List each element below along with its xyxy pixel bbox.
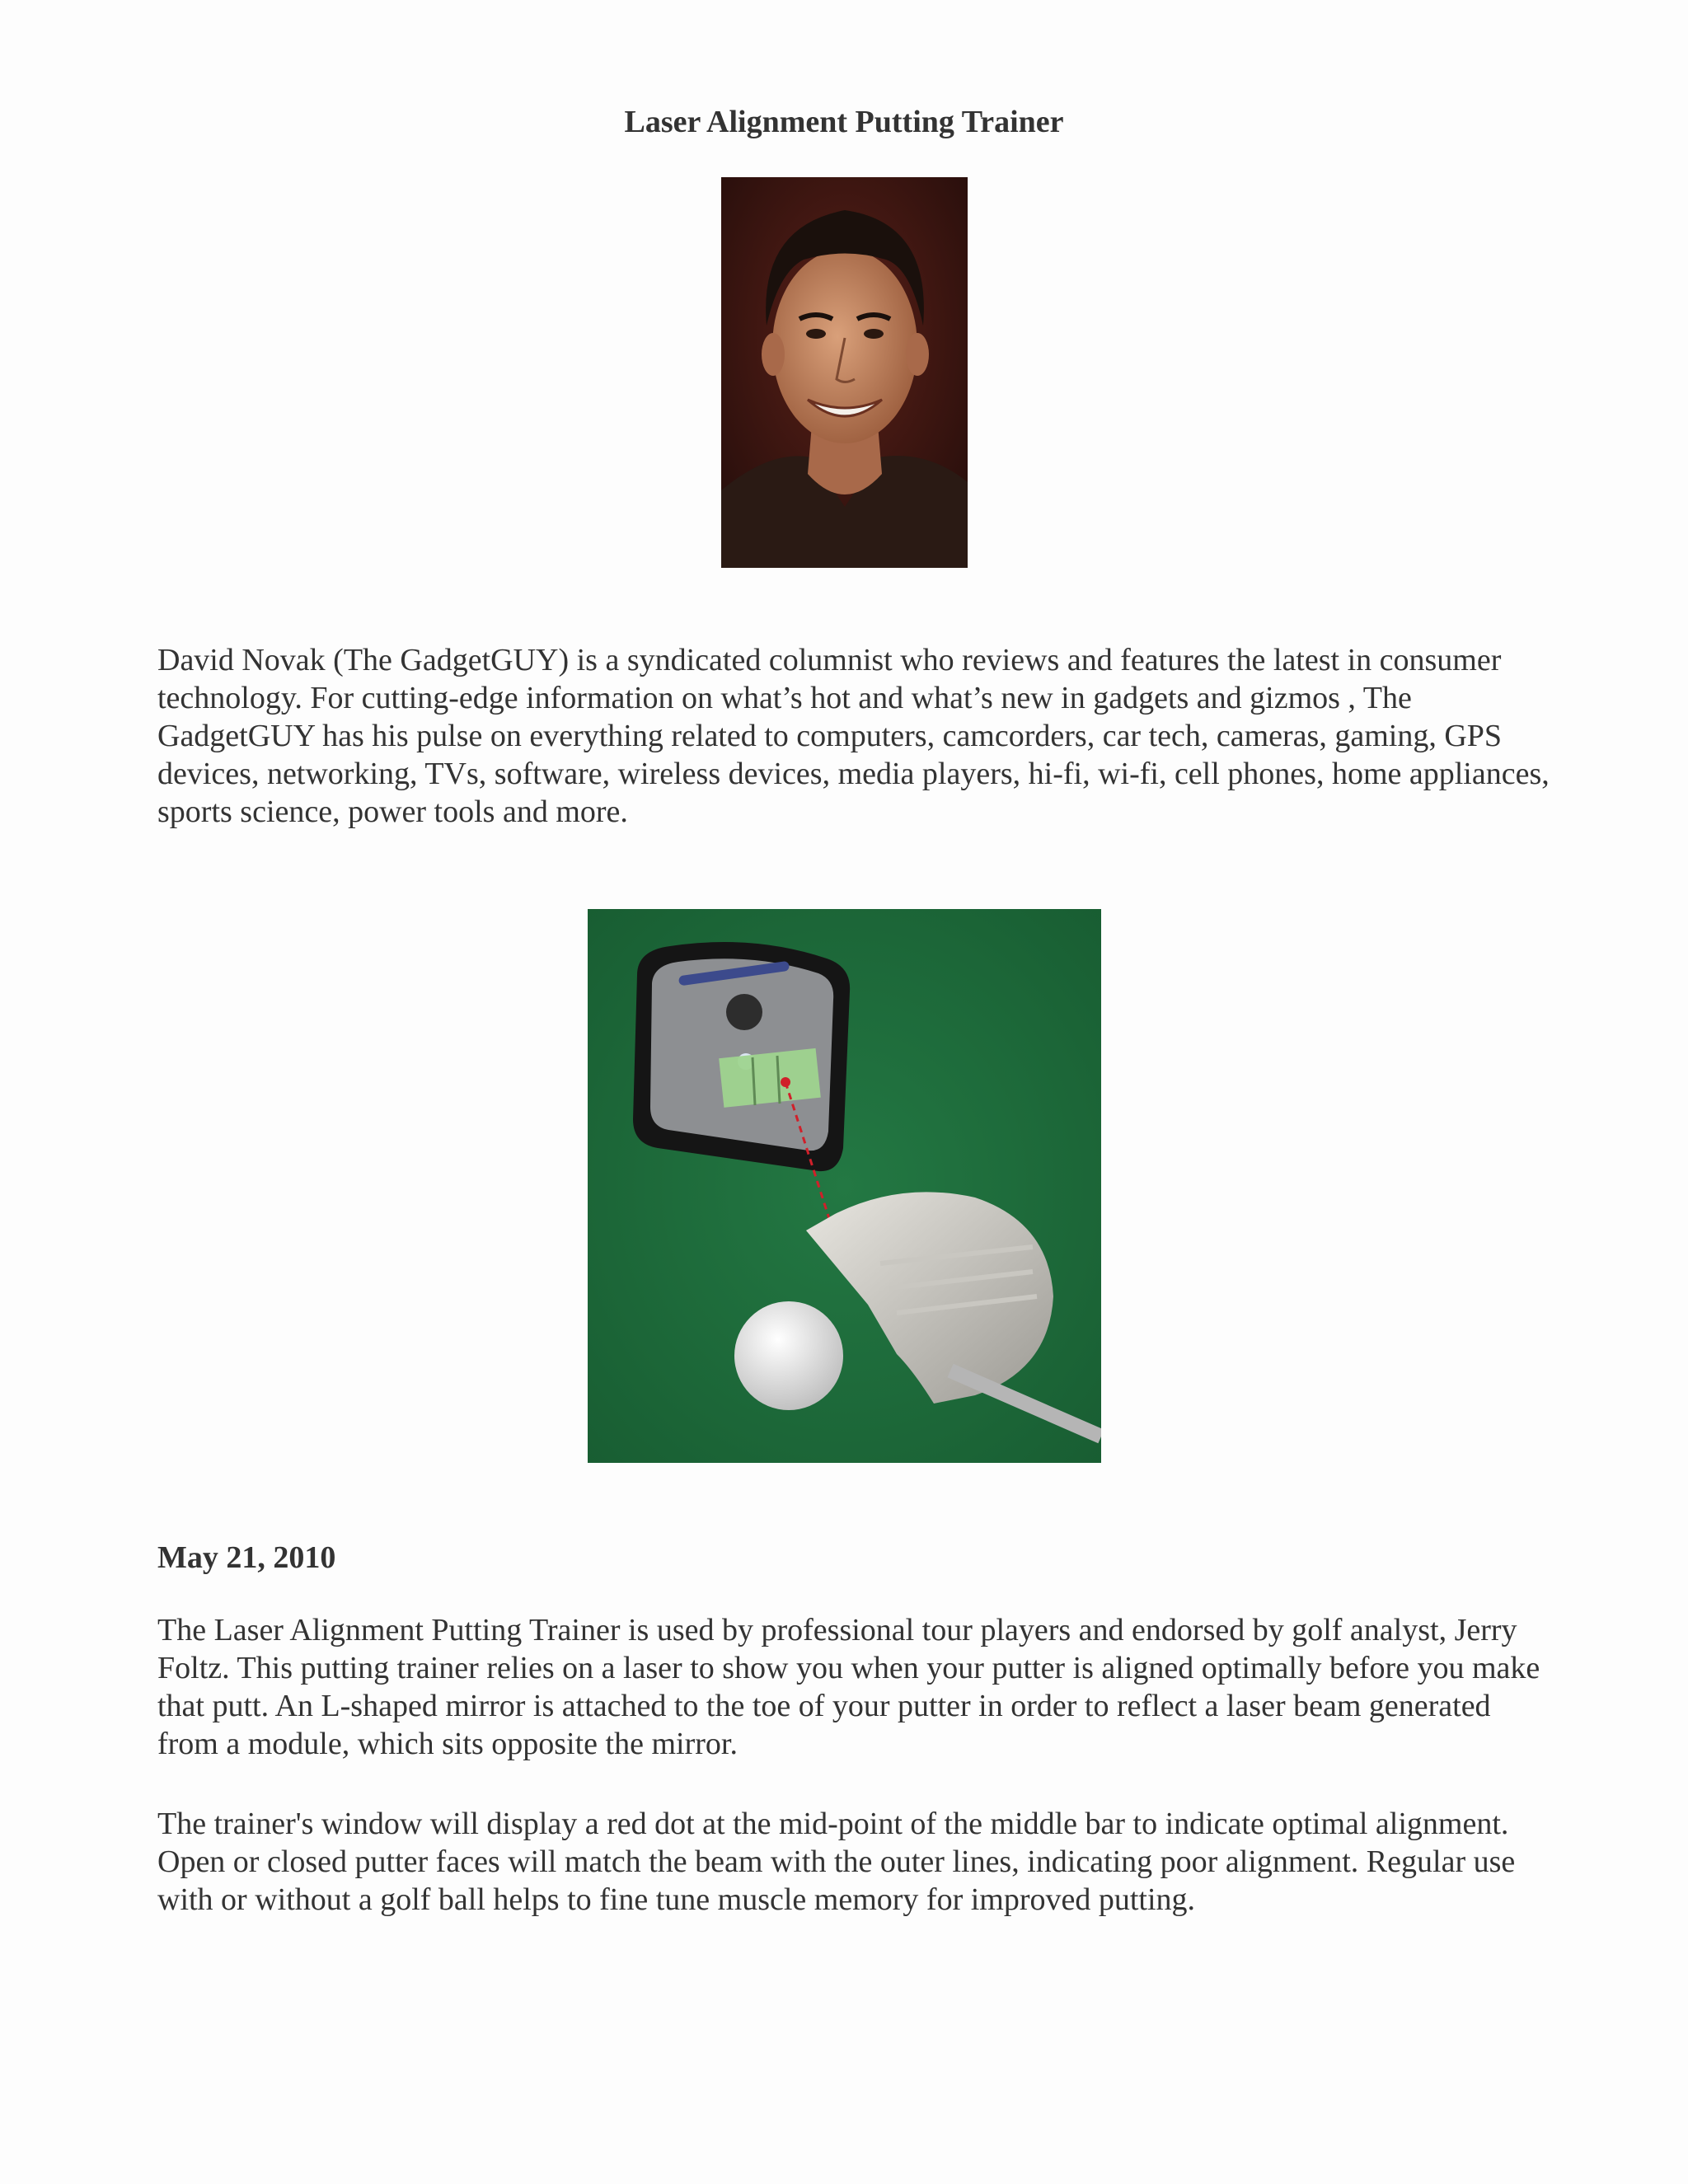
author-bio: David Novak (The GadgetGUY) is a syndicated columnist who reviews and features the latest in consumer technology. For cutting-edge information on what’s hot and what’s new in gadgets and gizmos , The GadgetGUY has his pulse on everything related to computers, camcorders, car tech, cameras, gaming, GPS devices, networking, TVs, software, wireless devices, media players, hi-fi, wi-fi, cell phones, home appliances, sports science, power tools and more. bbox=[157, 643, 1550, 829]
body-paragraph-1: The Laser Alignment Putting Trainer is used by professional tour players and endorsed by golf analyst, Jerry Foltz. This putting trainer relies on a laser to show you when your putter is aligned optimally before you make that putt. An L-shaped mirror is attached to the toe of your putter in order to reflect a laser beam generated from a module, which sits opposite the mirror. bbox=[157, 1613, 1540, 1761]
product-photo bbox=[588, 909, 1101, 1463]
author-photo bbox=[721, 177, 968, 568]
article-title: Laser Alignment Putting Trainer bbox=[624, 105, 1064, 139]
body-paragraph-2: The trainer's window will display a red dot at the mid-point of the middle bar to indicate optimal alignment. Open or closed putter faces will match the beam with the outer lines, indicating poor alignment. Regular use with or without a golf ball helps to fine tune muscle memory for improved putting. bbox=[157, 1807, 1516, 1917]
article-date: May 21, 2010 bbox=[157, 1540, 336, 1575]
